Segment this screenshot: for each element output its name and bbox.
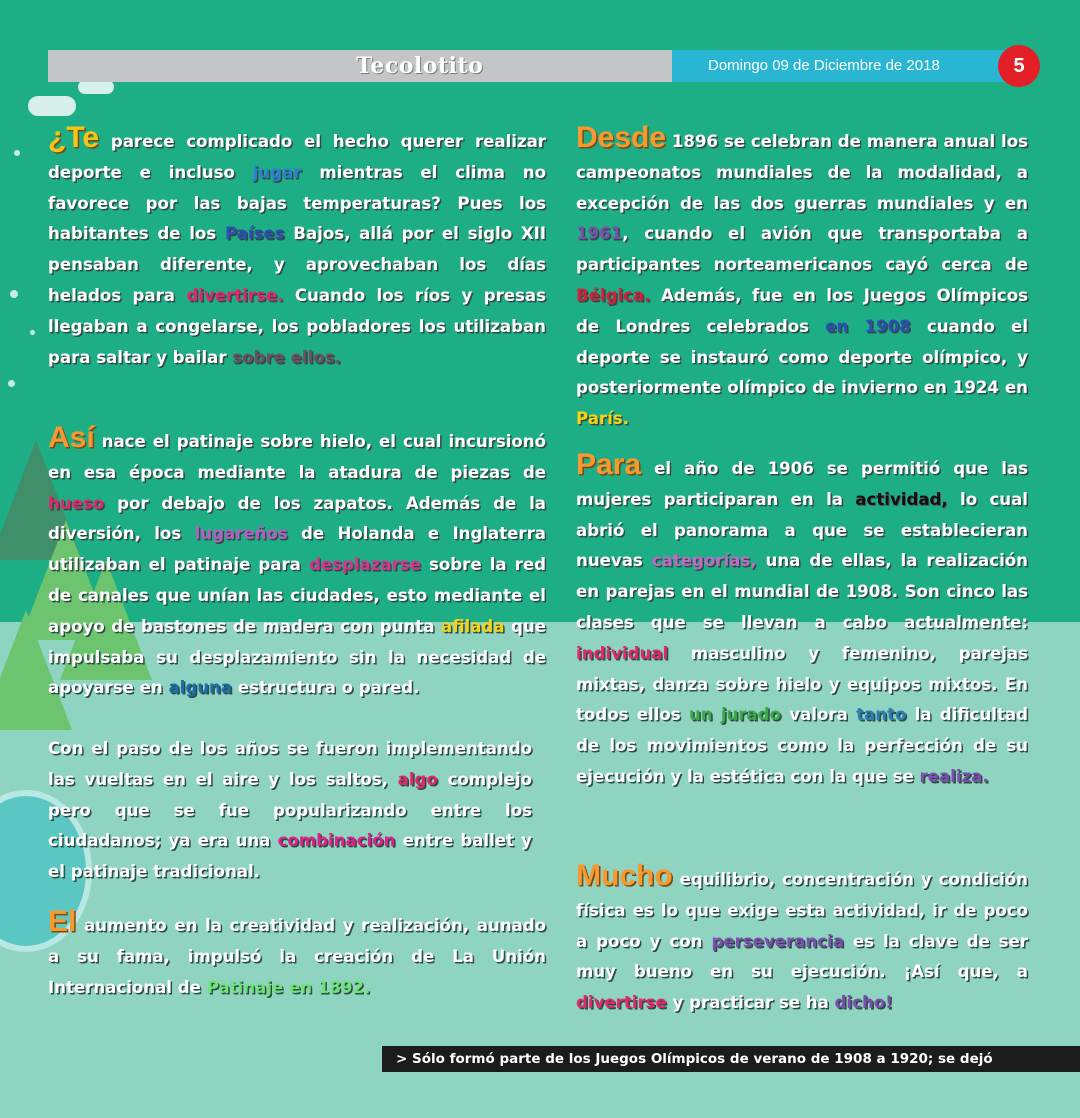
article-paragraph <box>48 121 547 373</box>
drop-word: ¿Te <box>48 121 100 154</box>
body-text: parece complicado el hecho querer realizar deporte e incluso <box>48 132 546 182</box>
body-text: y practicar se ha <box>666 993 835 1013</box>
article-paragraph <box>48 734 532 888</box>
highlighted-word: categorías, <box>651 551 757 571</box>
highlighted-word: hueso <box>48 493 105 513</box>
body-text: mientras el clima no favorece por las bajas temperaturas? Pues los habitantes de los <box>48 162 546 244</box>
body-text: es la clave de ser muy bueno en su ejecución. ¡Así que, a <box>576 931 1028 982</box>
drop-word: Desde <box>576 121 667 154</box>
cloud-decoration <box>28 96 76 116</box>
issue-date: Domingo 09 de Diciembre de 2018 <box>708 57 940 74</box>
drop-word: El <box>48 905 77 938</box>
body-text: 1896 se celebran de manera anual los campeonatos mundiales de la modalidad, a excepción de las dos guerras mundiales y en <box>576 132 1028 213</box>
highlighted-word: Patinaje en 1892. <box>206 977 371 997</box>
body-text: lo cual abrió el panorama a que se establecieran nuevas <box>576 489 1028 571</box>
drop-word: Mucho <box>576 859 673 892</box>
highlighted-word: en 1908 <box>825 316 911 336</box>
highlighted-word: algo <box>397 769 438 789</box>
highlighted-word: lugareños <box>194 524 288 544</box>
highlighted-word: combinación <box>277 831 396 851</box>
body-text: el año de 1906 se permitió que las mujeres participaran en la <box>576 459 1028 509</box>
highlighted-word: alguna <box>168 678 233 698</box>
newspaper-logo: Tecolotito <box>356 53 484 79</box>
highlighted-word: actividad, <box>855 489 948 509</box>
highlighted-word: Países <box>224 224 285 244</box>
highlighted-word: realiza. <box>919 766 989 786</box>
body-text: equilibrio, concentración y condición física es lo que exige esta actividad, ir de poco a poco y con <box>576 870 1028 951</box>
body-text: Con el paso de los años se fueron implementando las vueltas en el aire y los saltos, <box>48 739 532 789</box>
body-text: Bajos, allá por el siglo XII pensaban diferente, y aprovechaban los días helados para <box>48 224 547 305</box>
body-text: la dificultad de los movimientos como la perfección de su ejecución y la estética con la que se <box>576 705 1028 786</box>
highlighted-word: afilada <box>441 616 505 636</box>
highlighted-word: dicho! <box>834 993 893 1013</box>
body-text: complejo pero que se fue popularizando entre los ciudadanos; ya era una <box>48 769 533 851</box>
body-text: masculino y femenino, parejas mixtas, danza sobre hielo y equipos mixtos. En todos ellos <box>576 643 1028 725</box>
highlighted-word: un jurado <box>688 705 782 725</box>
body-text: estructura o pared. <box>232 678 420 698</box>
body-text: aumento en la creatividad y realización, aunado a su fama, impulsó la creación de La Unión Internacional de <box>48 916 546 997</box>
highlighted-word: jugar <box>252 162 302 182</box>
article-paragraph <box>48 905 546 1003</box>
highlighted-word: sobre ellos. <box>232 347 341 367</box>
article-paragraph <box>576 448 1028 793</box>
body-text: que impulsaba su desplazamiento sin la necesidad de apoyarse en <box>48 616 547 698</box>
article-paragraph <box>576 121 1029 435</box>
drop-word: Para <box>576 448 642 481</box>
highlighted-word: París. <box>576 409 629 429</box>
highlighted-word: perseverancia <box>711 931 844 951</box>
footer-caption: > Sólo formó parte de los Juegos Olímpicos de verano de 1908 a 1920; se dejó <box>382 1046 1080 1072</box>
body-text: sobre la red de canales que unían las ciudades, esto mediante el apoyo de bastones de madera con punta <box>48 555 546 636</box>
page-number-badge: 5 <box>998 45 1040 87</box>
body-text: , cuando el avión que transportaba a participantes norteamericanos cayó cerca de <box>576 224 1028 275</box>
drop-word: Así <box>48 421 95 454</box>
article-paragraph <box>576 859 1028 1019</box>
body-text: entre ballet y el patinaje tradicional. <box>48 831 533 882</box>
highlighted-word: divertirse <box>576 993 667 1013</box>
highlighted-word: Bélgica. <box>576 285 651 305</box>
body-text: Cuando los ríos y presas llegaban a congelarse, los pobladores los utilizaban para saltar y bailar <box>48 285 546 367</box>
highlighted-word: 1961 <box>576 224 623 244</box>
snowflake-decoration <box>10 290 18 298</box>
highlighted-word: desplazarse <box>308 555 421 575</box>
body-text: cuando el deporte se instauró como deporte olímpico, y posteriormente olímpico de invierno en 1924 en <box>576 316 1029 398</box>
highlighted-word: divertirse. <box>186 285 284 305</box>
body-text: por debajo de los zapatos. Además de la diversión, los <box>48 493 546 544</box>
body-text: una de ellas, la realización en parejas en el mundial de 1908. Son cinco las clases que se llevan a cabo actualmente: <box>576 551 1028 632</box>
body-text: de Holanda e Inglaterra utilizaban el patinaje para <box>48 524 547 575</box>
body-text: valora <box>781 705 857 725</box>
snowflake-decoration <box>8 380 15 387</box>
article-paragraph <box>48 421 547 704</box>
body-text: Además, fue en los Juegos Olímpicos de Londres celebrados <box>576 285 1028 336</box>
cloud-decoration <box>78 80 114 94</box>
snowflake-decoration <box>30 330 35 335</box>
snowflake-decoration <box>14 150 20 156</box>
highlighted-word: individual <box>576 643 669 663</box>
body-text: nace el patinaje sobre hielo, el cual incursionó en esa época mediante la atadura de piezas de <box>48 432 546 482</box>
highlighted-word: tanto <box>856 705 907 725</box>
